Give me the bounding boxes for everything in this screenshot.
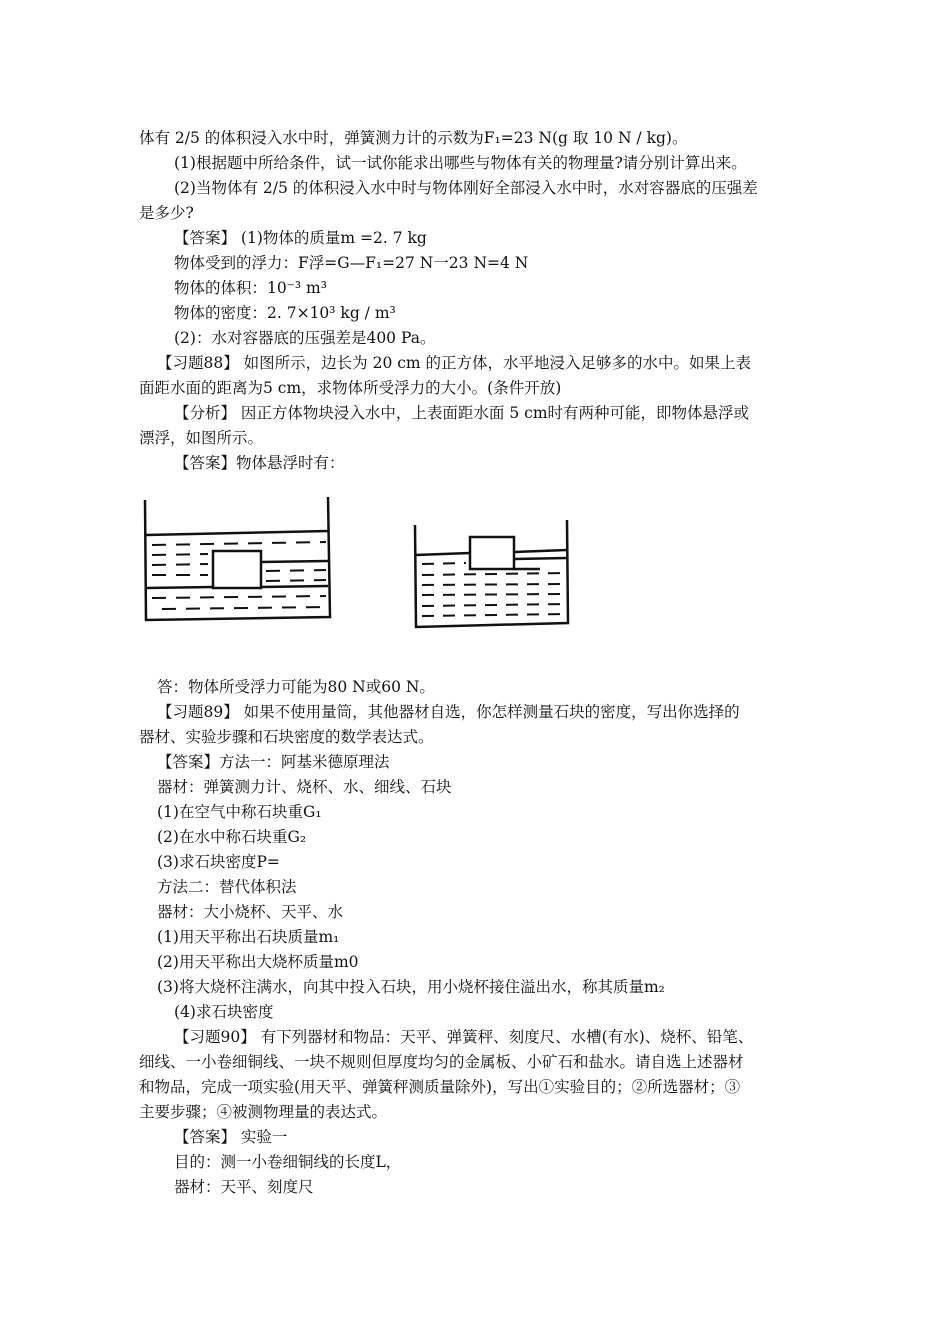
text-line: (2)用天平称出大烧杯质量m0 [157,953,359,971]
text-line: 答：物体所受浮力可能为80 N或60 N。 [157,678,435,696]
text-line: 和物品，完成一项实验(用天平、弹簧秤测质量除外)，写出①实验目的；②所选器材；③ [139,1078,741,1096]
text-line: (2)当物体有 2/5 的体积浸入水中时与物体刚好全部浸入水中时，水对容器底的压强差 [174,179,758,197]
text-line: (4)求石块密度 [174,1003,274,1021]
text-line: (1)在空气中称石块重G₁ [157,803,322,821]
text-line: 是多少? [139,204,194,222]
text-line: (3)将大烧杯注满水，向其中投入石块，用小烧杯接住溢出水，称其质量m₂ [157,978,665,996]
text-line: 器材：大小烧杯、天平、水 [157,903,344,921]
text-line: 器材：天平、刻度尺 [174,1178,314,1196]
text-line: (3)求石块密度P= [157,853,280,871]
figure-floating-cube [410,515,580,635]
text-line: 方法二：替代体积法 [157,878,297,896]
text-line: 【答案】物体悬浮时有： [174,454,345,472]
text-line: 【习题90】 有下列器材和物品：天平、弹簧秤、刻度尺、水槽(有水)、烧杯、铅笔、 [174,1028,754,1046]
text-line: 物体受到的浮力：F浮=G—F₁=27 N一23 N=4 N [174,254,529,272]
text-line: 细线、一小卷细铜线、一块不规则但厚度均匀的金属板、小矿石和盐水。请自选上述器材 [139,1053,744,1071]
text-line: 物体的密度：2. 7×10³ kg / m³ [174,304,396,322]
text-line: (1)根据题中所给条件，试一试你能求出哪些与物体有关的物理量?请分别计算出来。 [174,154,747,172]
text-line: 【习题89】 如果不使用量筒，其他器材自选，你怎样测量石块的密度，写出你选择的 [157,703,740,721]
text-line: 【答案】 (1)物体的质量m =2. 7 kg [174,229,427,247]
text-line: (2)：水对容器底的压强差是400 Pa。 [174,329,436,347]
text-line: 【习题88】 如图所示，边长为 20 cm 的正方体，水平地浸入足够多的水中。如果上表 [157,354,752,372]
text-line: 【答案】 实验一 [174,1128,288,1146]
text-line: 物体的体积：10⁻³ m³ [174,279,327,297]
text-line: 器材：弹簧测力计、烧杯、水、细线、石块 [157,778,452,796]
text-line: 漂浮，如图所示。 [139,429,264,447]
text-line: 目的：测一小卷细铜线的长度L， [174,1153,402,1171]
text-line: 体有 2/5 的体积浸入水中时，弹簧测力计的示数为F₁=23 N(g 取 10 N / kg)。 [139,129,688,147]
text-line: (2)在水中称石块重G₂ [157,828,307,846]
text-line: 【分析】 因正方体物块浸入水中，上表面距水面 5 cm时有两种可能，即物体悬浮或 [174,404,750,422]
figure-suspended-cube [140,495,340,635]
text-line: 器材、实验步骤和石块密度的数学表达式。 [139,728,434,746]
text-line: 面距水面的距离为5 cm，求物体所受浮力的大小。(条件开放) [139,379,562,397]
text-line: 主要步骤；④被测物理量的表达式。 [139,1103,388,1121]
text-line: 【答案】方法一：阿基米德原理法 [157,753,390,771]
text-line: (1)用天平称出石块质量m₁ [157,928,340,946]
